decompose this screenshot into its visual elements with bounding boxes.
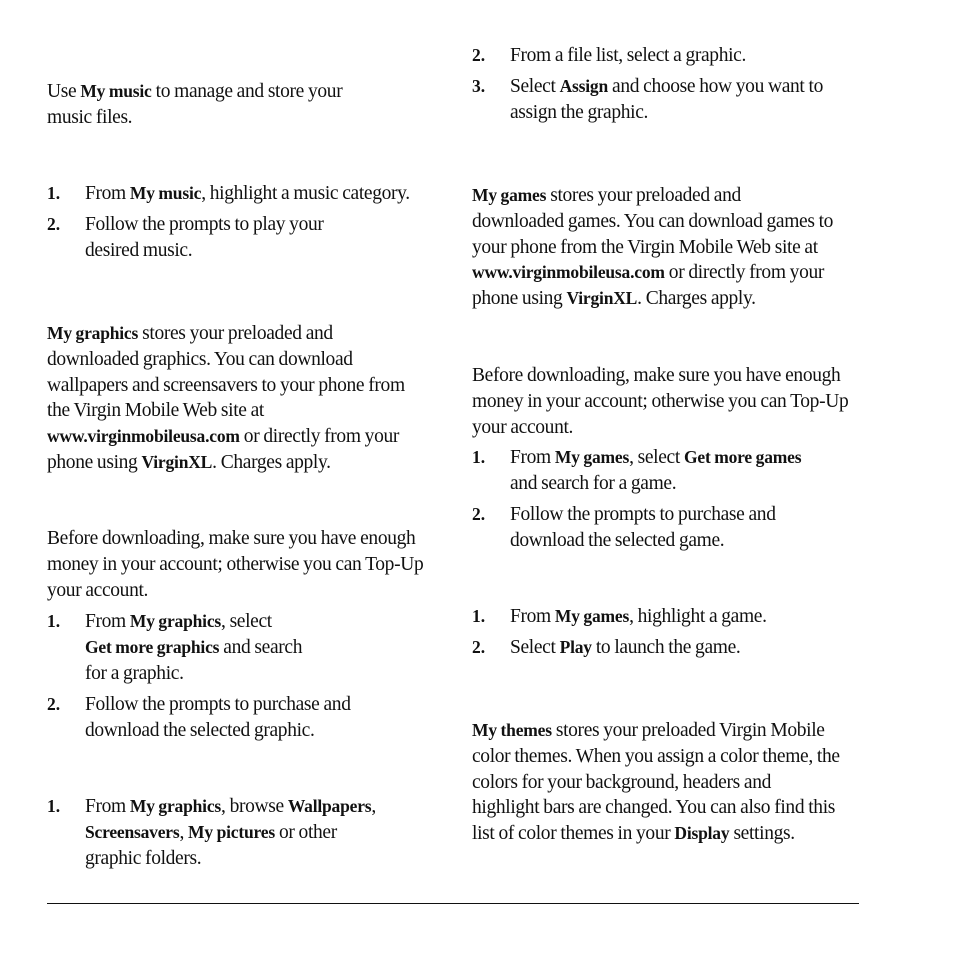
text-line bbox=[510, 74, 823, 100]
text-run: to manage and store your bbox=[151, 81, 343, 102]
text-line bbox=[47, 450, 439, 476]
menu-term-my-games: My games bbox=[472, 185, 547, 205]
menu-term-virginxl: VirginXL bbox=[141, 451, 213, 472]
website-url: www.virginmobileusa.com bbox=[472, 262, 665, 283]
text-line bbox=[85, 820, 376, 846]
my-games-intro bbox=[472, 183, 864, 312]
text-line: your phone from the Virgin Mobile Web site at bbox=[472, 236, 818, 258]
text-line bbox=[85, 794, 376, 820]
text-line: music files. bbox=[47, 106, 133, 128]
step-number: 1. bbox=[472, 447, 486, 467]
footer-rule bbox=[47, 903, 859, 904]
text-run: to launch the game. bbox=[591, 637, 741, 658]
text-run: or directly from your bbox=[664, 262, 825, 284]
step-number: 3. bbox=[472, 76, 486, 96]
text-line bbox=[510, 445, 801, 471]
text-line bbox=[47, 321, 439, 347]
text-line bbox=[472, 286, 864, 312]
text-run: , select bbox=[629, 447, 684, 468]
text-line: your account. bbox=[472, 416, 574, 438]
step-number: 2. bbox=[472, 504, 486, 524]
text-line: colors for your background, headers and bbox=[472, 771, 771, 793]
text-line: assign the graphic. bbox=[510, 101, 649, 123]
step-number: 2. bbox=[47, 214, 61, 234]
text-run: From bbox=[85, 183, 130, 204]
text-line: downloaded games. You can download games to bbox=[472, 210, 834, 232]
graphics-download-note bbox=[47, 526, 439, 603]
text-line: Follow the prompts to play your bbox=[85, 214, 324, 235]
my-themes-intro bbox=[472, 718, 864, 847]
text-run: , highlight a game. bbox=[629, 606, 767, 627]
menu-term-screensavers: Screensavers bbox=[85, 821, 180, 842]
text-run: , bbox=[371, 796, 376, 817]
text-line: Before downloading, make sure you have enough bbox=[472, 365, 841, 386]
text-run: and search bbox=[219, 636, 303, 658]
text-run: list of color themes in your bbox=[472, 823, 675, 845]
my-music-intro bbox=[47, 79, 439, 131]
text-run: and choose how you want to bbox=[607, 76, 823, 97]
text-line bbox=[47, 79, 439, 105]
text-line: highlight bars are changed. You can also find this bbox=[472, 797, 836, 819]
games-download-note bbox=[472, 363, 864, 440]
menu-term-get-more-graphics: Get more graphics bbox=[85, 636, 220, 657]
text-line: money in your account; otherwise you can Top-Up bbox=[47, 553, 424, 575]
step-number: 1. bbox=[47, 183, 61, 203]
menu-term-my-pictures: My pictures bbox=[188, 821, 275, 842]
menu-term-assign: Assign bbox=[559, 76, 608, 96]
text-line bbox=[472, 183, 864, 209]
menu-term-get-more-games: Get more games bbox=[683, 447, 802, 467]
menu-term-my-graphics: My graphics bbox=[47, 323, 139, 343]
text-run: From bbox=[85, 611, 130, 632]
text-line bbox=[472, 260, 864, 286]
step-number: 1. bbox=[47, 611, 61, 631]
text-run: , select bbox=[221, 611, 272, 632]
text-run: or directly from your bbox=[239, 426, 400, 448]
website-url: www.virginmobileusa.com bbox=[47, 426, 240, 447]
step-number: 2. bbox=[47, 694, 61, 714]
step-number: 1. bbox=[472, 606, 486, 626]
menu-term-my-graphics: My graphics bbox=[129, 796, 222, 816]
text-line: downloaded graphics. You can download bbox=[47, 348, 353, 370]
text-run: From bbox=[85, 796, 130, 817]
text-line: money in your account; otherwise you can Top-Up bbox=[472, 390, 849, 412]
text-run: From bbox=[510, 447, 555, 468]
text-line: Follow the prompts to purchase and bbox=[85, 694, 351, 715]
step-number: 2. bbox=[472, 45, 486, 65]
text-line: for a graphic. bbox=[85, 662, 184, 684]
text-line: your account. bbox=[47, 579, 149, 601]
text-line: color themes. When you assign a color theme, the bbox=[472, 745, 840, 767]
text-line bbox=[510, 635, 740, 661]
text-run: stores your preloaded Virgin Mobile bbox=[551, 720, 825, 741]
text-line: and search for a game. bbox=[510, 472, 677, 494]
text-run: phone using bbox=[472, 288, 567, 310]
text-line bbox=[85, 609, 302, 635]
menu-term-my-themes: My themes bbox=[472, 720, 552, 740]
text-line bbox=[510, 604, 767, 630]
text-line bbox=[472, 821, 864, 847]
menu-term-virginxl: VirginXL bbox=[566, 288, 638, 309]
text-line bbox=[85, 181, 410, 207]
menu-term-display: Display bbox=[674, 823, 730, 844]
menu-term-my-games: My games bbox=[554, 447, 630, 467]
text-line: download the selected graphic. bbox=[85, 719, 315, 741]
text-line: Before downloading, make sure you have enough bbox=[47, 528, 416, 549]
menu-term-my-graphics: My graphics bbox=[129, 611, 222, 631]
text-run: or other bbox=[274, 821, 337, 843]
text-line: graphic folders. bbox=[85, 847, 202, 869]
my-graphics-intro bbox=[47, 321, 439, 476]
text-run: Select bbox=[510, 637, 560, 658]
menu-term-my-games: My games bbox=[554, 606, 630, 626]
text-run: stores your preloaded and bbox=[546, 185, 741, 206]
text-line bbox=[472, 718, 864, 744]
text-run: . Charges apply. bbox=[637, 288, 756, 310]
menu-term-my-music: My music bbox=[129, 183, 202, 203]
text-run: stores your preloaded and bbox=[138, 323, 333, 344]
text-line bbox=[47, 424, 439, 450]
text-line bbox=[85, 635, 302, 661]
menu-term-my-music: My music bbox=[80, 81, 152, 101]
menu-term-wallpapers: Wallpapers bbox=[287, 796, 372, 816]
step-number: 2. bbox=[472, 637, 486, 657]
text-run: settings. bbox=[729, 823, 795, 845]
text-line: the Virgin Mobile Web site at bbox=[47, 400, 264, 422]
text-line: download the selected game. bbox=[510, 529, 725, 551]
text-run: From bbox=[510, 606, 555, 627]
step-number: 1. bbox=[47, 796, 61, 816]
text-run: phone using bbox=[47, 451, 142, 473]
text-line: Follow the prompts to purchase and bbox=[510, 504, 776, 525]
text-line: From a file list, select a graphic. bbox=[510, 45, 747, 66]
text-run: Select bbox=[510, 76, 560, 97]
text-run: Use bbox=[47, 81, 81, 102]
text-line: desired music. bbox=[85, 239, 193, 261]
text-run: . Charges apply. bbox=[212, 451, 331, 473]
text-run: , browse bbox=[221, 796, 288, 817]
text-line: wallpapers and screensavers to your phone from bbox=[47, 374, 405, 396]
text-run: , highlight a music category. bbox=[201, 183, 410, 204]
menu-term-play: Play bbox=[559, 637, 592, 657]
text-run: , bbox=[179, 821, 189, 843]
